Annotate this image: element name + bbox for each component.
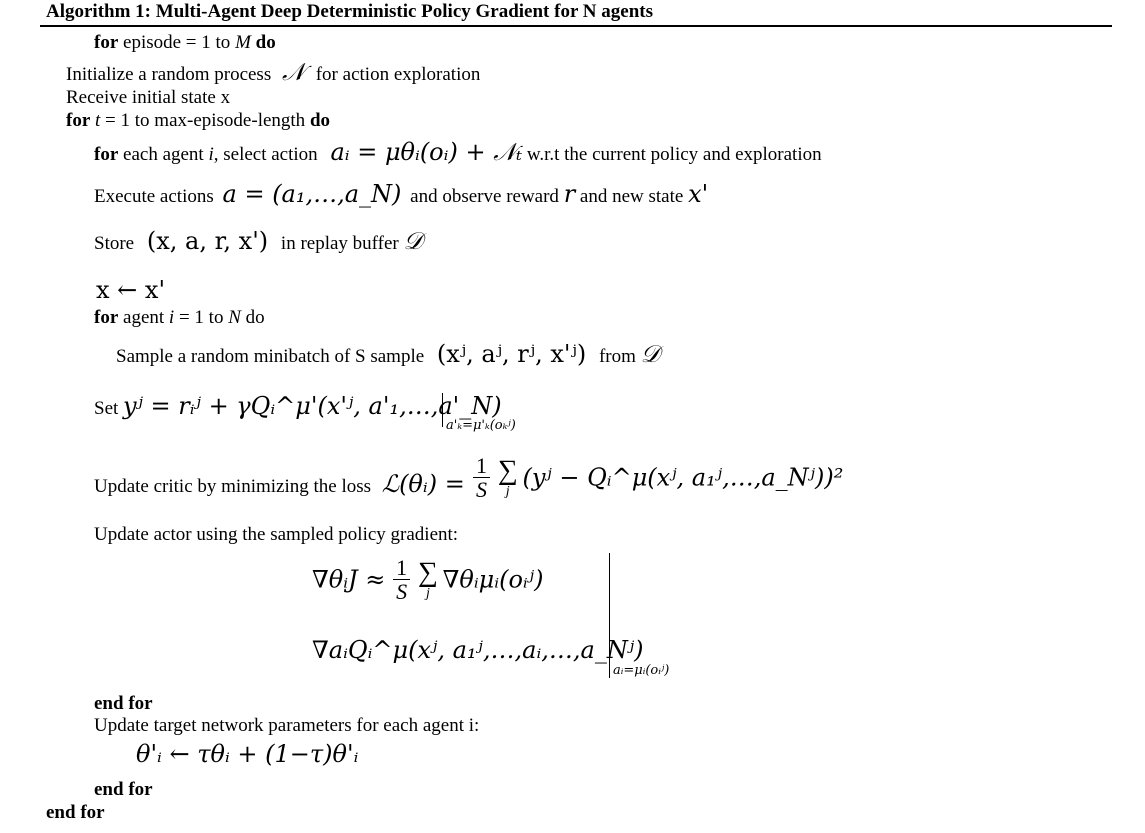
agent-index-var: i <box>208 144 214 165</box>
select-text-b: , select action <box>213 144 318 165</box>
gradient-fraction-denominator: S <box>396 579 408 605</box>
select-action-tail: w.r.t the current policy and exploration <box>526 144 822 165</box>
noise-symbol: 𝒩 <box>281 58 305 86</box>
agent-index-var: i <box>168 307 175 328</box>
sample-tail: from <box>598 346 636 367</box>
episode-loop-text: episode = 1 to <box>118 32 236 53</box>
agent-loop-text: agent <box>118 307 169 328</box>
actor-line: Update actor using the sampled policy gradient: <box>94 524 459 545</box>
execute-line <box>94 182 708 206</box>
sample-text: Sample a random minibatch of S sample <box>116 346 425 367</box>
critic-fraction-denominator: S <box>476 477 487 503</box>
agent-loop-mid: = 1 to <box>174 307 229 328</box>
keyword-for: for <box>94 32 119 53</box>
new-state-var: x' <box>688 180 709 208</box>
q-gradient-formula <box>312 638 644 662</box>
sample-tuple: (xʲ, aʲ, rʲ, x'ʲ) <box>436 340 587 368</box>
replay-buffer-symbol: 𝒟 <box>640 340 660 368</box>
critic-loss-body: (yʲ − Qᵢ^μ(xʲ, a₁ʲ,…,a_Nʲ))² <box>522 463 844 492</box>
keyword-do: do <box>250 32 276 53</box>
store-text: Store <box>94 233 135 254</box>
end-for-t-loop: end for <box>94 779 153 800</box>
init-random-tail: for action exploration <box>315 64 481 85</box>
keyword-do: do <box>309 110 331 131</box>
store-line <box>94 229 423 253</box>
execute-mid-text: and observe reward <box>410 186 559 207</box>
agent-loop-tail: do <box>240 307 265 328</box>
critic-text: Update critic by minimizing the loss <box>94 476 372 497</box>
critic-fraction <box>473 454 490 501</box>
agent-count-var: N <box>228 307 241 328</box>
gradient-fraction <box>393 556 410 603</box>
select-action-equation: aᵢ = μθᵢ(oᵢ) + 𝒩ₜ <box>330 138 523 166</box>
gradient-evaluation-bar <box>609 553 610 678</box>
gradient-fraction-numerator: 1 <box>393 556 410 580</box>
gradient-eval-subscript: aᵢ=μᵢ(oᵢʲ) <box>613 663 670 678</box>
store-tuple: (x, a, r, x') <box>146 227 269 255</box>
keyword-for: for <box>94 307 119 328</box>
policy-gradient-term: ∇θᵢμᵢ(oᵢʲ) <box>442 565 544 594</box>
q-gradient-term: ∇aᵢQᵢ^μ(xʲ, a₁ʲ,…,aᵢ,…,a_Nʲ) <box>312 636 644 664</box>
replay-buffer-symbol: 𝒟 <box>403 227 423 255</box>
target-eval-subscript: a'ₖ=μ'ₖ(oₖʲ) <box>446 418 516 433</box>
episode-loop-line <box>94 33 276 52</box>
target-value-equation: yʲ = rᵢʲ + γQᵢ^μ'(x'ʲ, a'₁,…,a'_N) <box>123 392 502 420</box>
init-random-text: Initialize a random process <box>66 64 272 85</box>
sum-index: j <box>505 483 510 499</box>
state-assign-equation: x ← x' <box>96 276 166 304</box>
set-text: Set <box>94 398 119 419</box>
set-target-line <box>94 394 502 418</box>
keyword-for: for <box>94 144 119 165</box>
critic-formula <box>470 454 843 501</box>
execute-mid-text-2: and new state <box>579 186 684 207</box>
gradient-lhs: ∇θᵢJ ≈ <box>312 565 386 594</box>
critic-loss-label: ℒ(θᵢ) = <box>381 470 465 498</box>
gradient-sum: ∑ j <box>417 556 438 601</box>
t-var: t <box>95 110 101 131</box>
store-tail: in replay buffer <box>280 233 399 254</box>
t-loop-text: = 1 to max-episode-length <box>100 110 310 131</box>
execute-text: Execute actions <box>94 186 214 207</box>
end-for-episode-loop: end for <box>46 802 105 823</box>
soft-update-equation: θ'ᵢ ← τθᵢ + (1−τ)θ'ᵢ <box>136 740 359 768</box>
agent-loop-line <box>94 308 265 327</box>
critic-sum: ∑ j <box>497 454 518 499</box>
algorithm-title: Algorithm 1: Multi-Agent Deep Deterministic Policy Gradient for N agents <box>46 1 653 22</box>
critic-fraction-numerator: 1 <box>473 454 490 478</box>
end-for-agent-loop: end for <box>94 693 153 714</box>
assign-line <box>96 278 165 302</box>
policy-gradient-formula <box>312 556 543 603</box>
evaluation-bar <box>442 393 443 427</box>
keyword-for: for <box>66 110 91 131</box>
target-update-formula <box>136 742 358 766</box>
select-action-line <box>94 140 822 164</box>
episode-count-var: M <box>235 32 251 53</box>
sum-index: j <box>425 585 430 601</box>
title-rule <box>40 25 1112 27</box>
t-loop-line <box>66 111 330 130</box>
receive-state-line: Receive initial state x <box>66 87 231 108</box>
init-random-line <box>66 60 480 84</box>
sample-line <box>116 342 660 366</box>
reward-var: r <box>563 180 576 208</box>
select-text-a: each agent <box>118 144 209 165</box>
execute-equation: a = (a₁,…,a_N) <box>222 180 402 208</box>
target-update-line: Update target network parameters for each agent i: <box>94 715 480 736</box>
critic-line <box>94 472 465 496</box>
